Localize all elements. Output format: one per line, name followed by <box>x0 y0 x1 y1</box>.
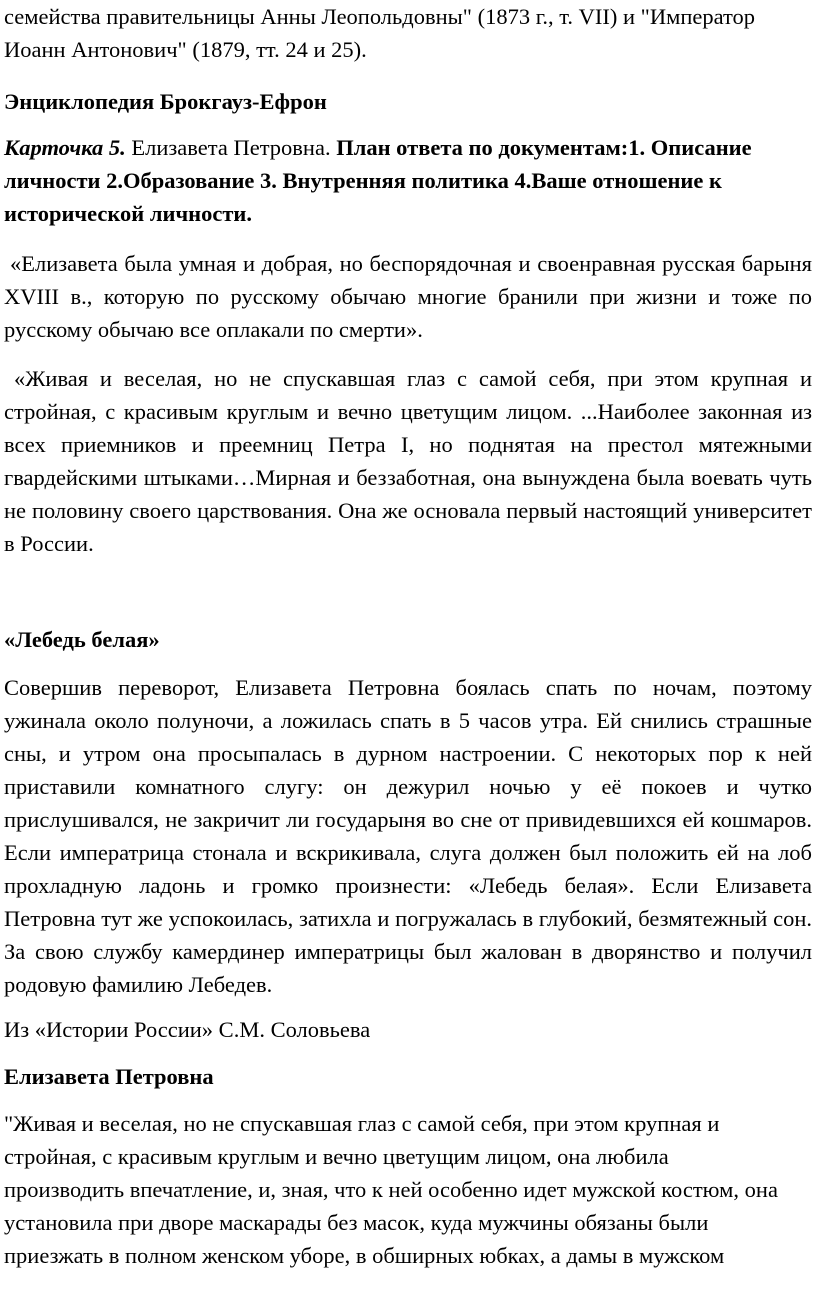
quote-1-paragraph: «Елизавета была умная и добрая, но беспорядочная и своенравная русская барыня XVIII в., которую по русскому обычаю многие бранили при жизни и тоже по русскому обычаю все оплакали по смерти». <box>4 251 812 342</box>
subheading: Елизавета Петровна <box>4 1064 214 1089</box>
card-paragraph <box>4 131 812 230</box>
story-paragraph: Совершив переворот, Елизавета Петровна боялась спать по ночам, поэтому ужинала около полуночи, а ложилась спать в 5 часов утра. Ей снились страшные сны, и утром она просыпалась в дурном настроении. С некоторых пор к ней приставили комнатного слугу: он дежурил ночью у её покоев и чутко прислушивался, не закричит ли государыня во сне от привидевшихся ей кошмаров. Если императрица стонала и вскрикивала, слуга должен был положить ей на лоб прохладную ладонь и громко произнести: «Лебедь белая». Если Елизавета Петровна тут же успокоилась, затихла и погружалась в глубокий, безмятежный сон. За свою службу камердинер императрицы был жалован в дворянство и получил родовую фамилию Лебедев. <box>4 675 812 997</box>
card-name: Елизавета Петровна. <box>125 135 337 160</box>
source-heading: Энциклопедия Брокгауз-Ефрон <box>4 89 327 114</box>
section-title: «Лебедь белая» <box>4 627 160 652</box>
final-quote-paragraph: "Живая и веселая, но не спускавшая глаз с самой себя, при этом крупная и стройная, с красивым круглым и вечно цветущим лицом, она любила производить впечатление, и, зная, что к ней особенно идет мужской костюм, она установила при дворе маскарады без масок, куда мужчины обязаны были приезжать в полном женском уборе, в обширных юбках, а дамы в мужском <box>4 1111 778 1268</box>
quote-2-paragraph: «Живая и веселая, но не спускавшая глаз с самой себя, при этом крупная и стройная, с красивым круглым и вечно цветущим лицом. ...Наиболее законная из всех приемников и преемниц Петра I, но поднятая на престол мятежными гвардейскими штыками…Мирная и беззаботная, она вынуждена была воевать чуть не половину своего царствования. Она же основала первый настоящий университет в России. <box>4 366 812 556</box>
source-line: Из «Истории России» С.М. Соловьева <box>4 1017 371 1042</box>
intro-paragraph: семейства правительницы Анны Леопольдовны" (1873 г., т. VII) и "Император Иоанн Антонович" (1879, тт. 24 и 25). <box>4 4 756 62</box>
card-plan: План ответа по документам:1. Описание личности 2.Образование 3. Внутренняя политика 4.Ваше отношение к исторической личности. <box>4 135 752 226</box>
card-label: Карточка 5. <box>4 135 126 160</box>
